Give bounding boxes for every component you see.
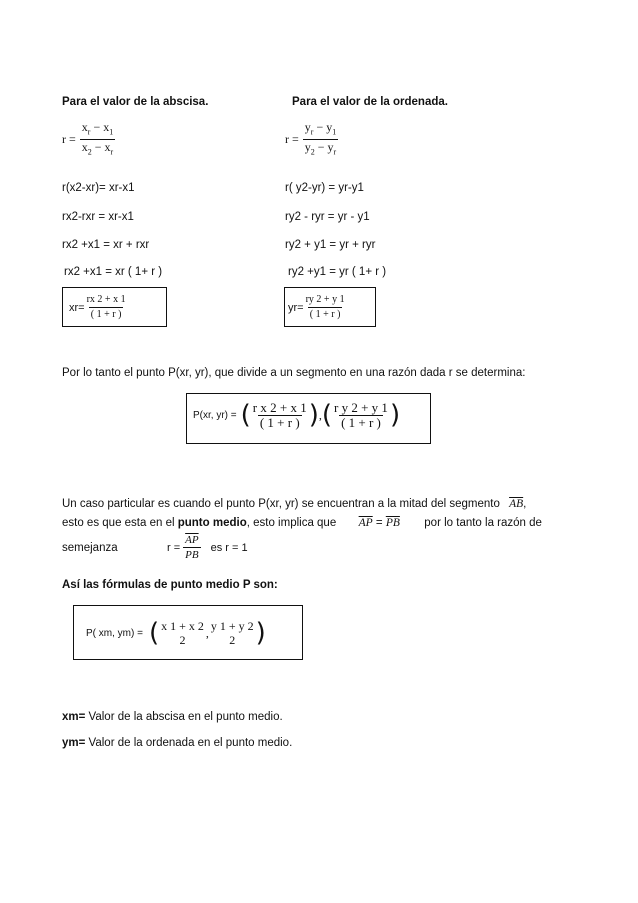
abscissa-heading: Para el valor de la abscisa. [62, 96, 209, 108]
abscissa-result-box: xr= $\frac{rx 2 + x 1}{( 1 + r )}$ [62, 287, 167, 327]
definition-xm: xm= Valor de la abscisa en el punto medio. [62, 711, 283, 723]
ordinate-heading: Para el valor de la ordenada. [292, 96, 448, 108]
abscissa-ratio-formula: r = $\frac{x_r - x_1}{x_2 - x_r}$ [62, 120, 115, 160]
particular-case-line-1: Un caso particular es cuando el punto P(xr, yr) se encuentran a la mitad del segmento $\overline{AB}$, [62, 498, 527, 510]
ordinate-step-4: ry2 +y1 = yr ( 1+ r ) [288, 266, 387, 278]
particular-case-line-2: esto es que esta en el punto medio, esto implica que $\overline{AP} = \overline{PB}$ por lo tanto la razón de [62, 517, 542, 529]
ordinate-ratio-formula: r = $\frac{y_r - y_1}{y_2 - y_r}$ [285, 120, 338, 160]
conclusion-text: Por lo tanto el punto P(xr, yr), que divide a un segmento en una razón dada r se determina: [62, 367, 526, 379]
ordinate-step-2: ry2 - ryr = yr - y1 [285, 211, 370, 223]
ordinate-step-3: ry2 + y1 = yr + ryr [285, 239, 376, 251]
ordinate-result-box: yr= $\frac{ry 2 + y 1}{( 1 + r )}$ [284, 287, 376, 327]
abscissa-step-1: r(x2-xr)= xr-x1 [62, 182, 135, 194]
midpoint-heading: Así las fórmulas de punto medio P son: [62, 579, 278, 591]
particular-case-line-3: semejanza [62, 542, 118, 554]
midpoint-formula-box: P( xm, ym) = ( x 1 + x 2 2 , y 1 + y 2 2 ) [73, 605, 303, 660]
abscissa-step-2: rx2-rxr = xr-x1 [62, 211, 134, 223]
division-point-formula-box: P(xr, yr) = ( $\frac{\text{r x 2 + x 1}}{( 1 + r )}$ ) , ( $\frac{\text{r y 2 + y 1}}{( 1 + r )}$ ) [186, 393, 431, 444]
ratio-ap-pb: r = $\frac{\overline{AP}}{PB}$ es r = 1 [167, 534, 248, 561]
abscissa-step-3: rx2 +x1 = xr + rxr [62, 239, 150, 251]
ordinate-step-1: r( y2-yr) = yr-y1 [285, 182, 364, 194]
definition-ym: ym= Valor de la ordenada en el punto medio. [62, 737, 293, 749]
abscissa-step-4: rx2 +x1 = xr ( 1+ r ) [64, 266, 163, 278]
